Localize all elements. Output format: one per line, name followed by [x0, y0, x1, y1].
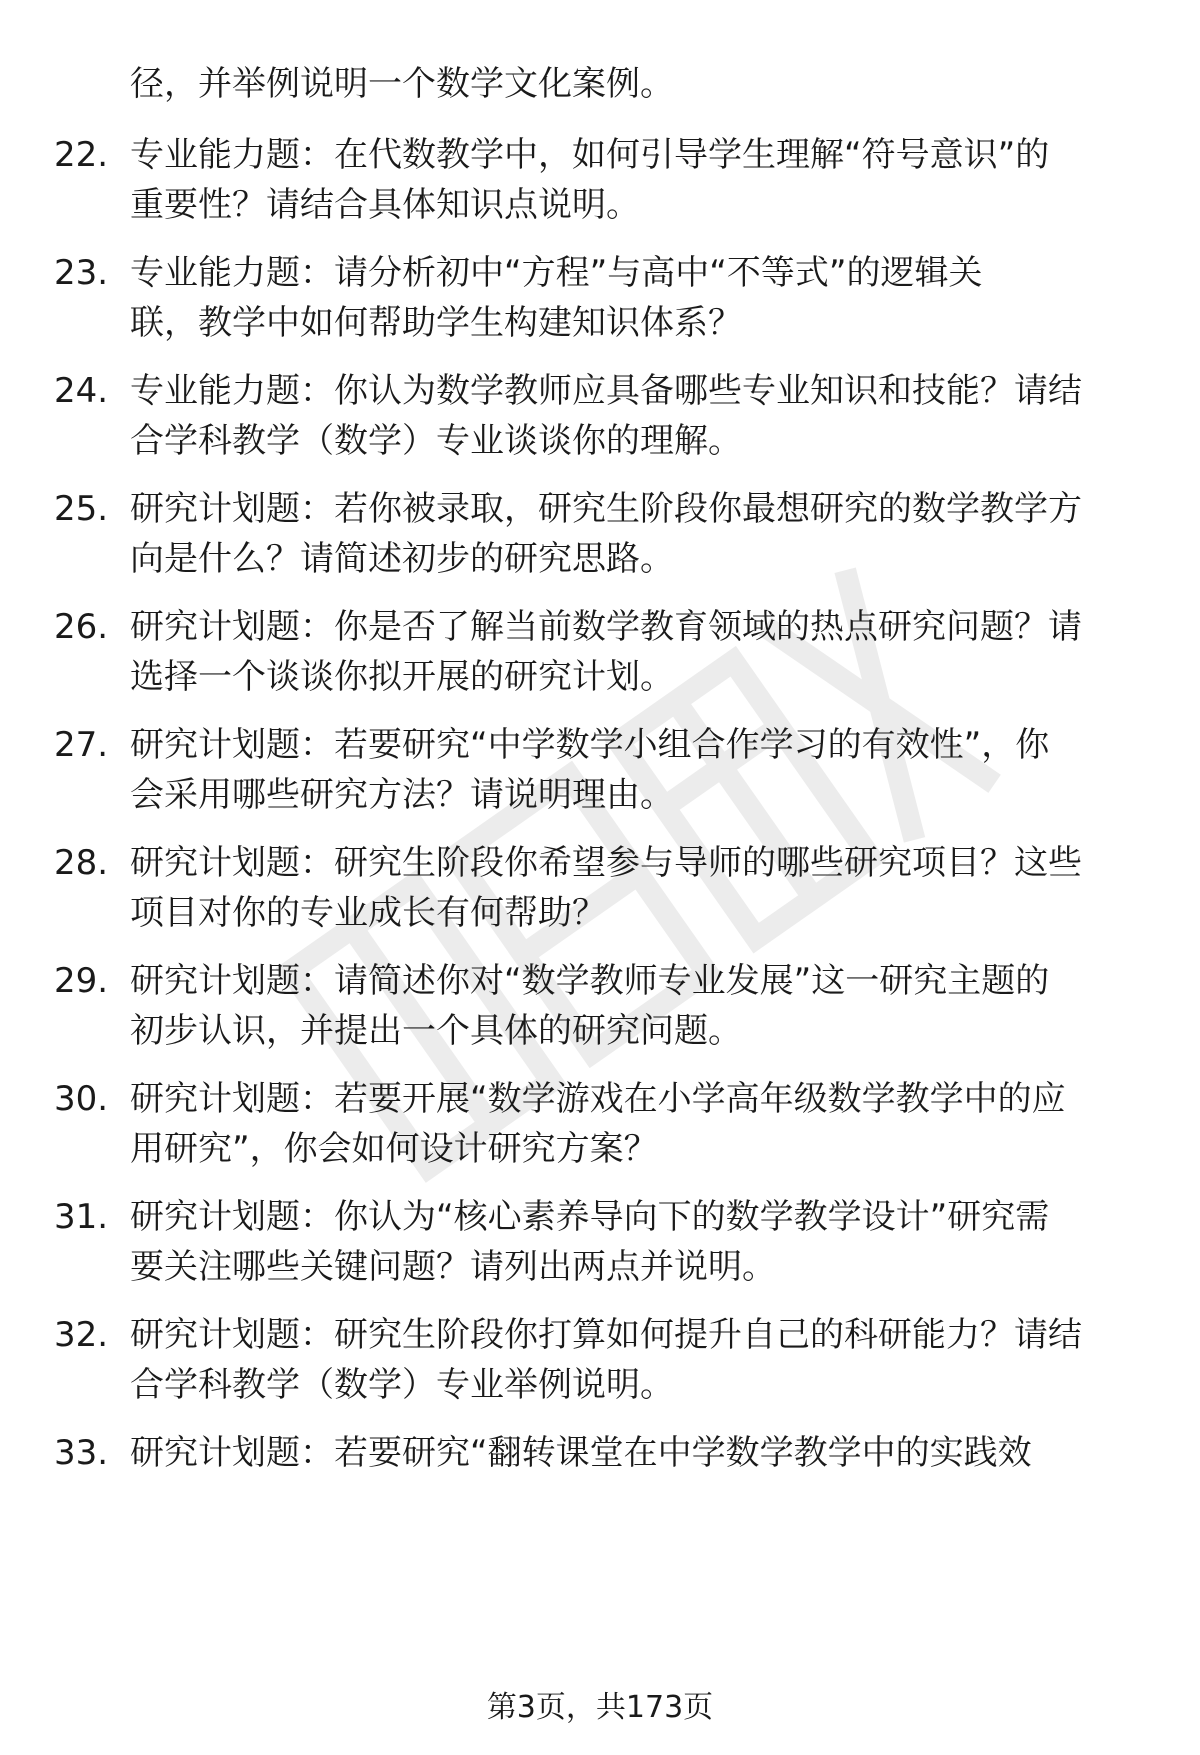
- question-number: 25.: [54, 489, 109, 529]
- question-text-line: 会采用哪些研究方法？请说明理由。: [130, 775, 674, 815]
- question-number: 33.: [54, 1433, 109, 1473]
- question-text-line: 合学科教学（数学）专业谈谈你的理解。: [130, 421, 742, 461]
- question-number: 31.: [54, 1197, 109, 1237]
- question-number: 29.: [54, 961, 109, 1001]
- question-text-line: 研究计划题：你是否了解当前数学教育领域的热点研究问题？请: [130, 607, 1082, 647]
- question-number: 27.: [54, 725, 109, 765]
- question-text-line: 向是什么？请简述初步的研究思路。: [130, 539, 674, 579]
- question-text-line: 研究计划题：若要研究“翻转课堂在中学数学教学中的实践效: [130, 1433, 1032, 1473]
- question-text-line: 专业能力题：请分析初中“方程”与高中“不等式”的逻辑关: [130, 253, 983, 293]
- question-text-line: 研究计划题：若要开展“数学游戏在小学高年级数学教学中的应: [130, 1079, 1066, 1119]
- question-text-line: 项目对你的专业成长有何帮助？: [130, 893, 606, 933]
- question-number: 23.: [54, 253, 109, 293]
- question-text-line: 研究计划题：你认为“核心素养导向下的数学教学设计”研究需: [130, 1197, 1050, 1237]
- question-text-line: 重要性？请结合具体知识点说明。: [130, 185, 640, 225]
- question-text-line: 研究计划题：若要研究“中学数学小组合作学习的有效性”，你: [130, 725, 1050, 765]
- question-text-line: 专业能力题：你认为数学教师应具备哪些专业知识和技能？请结: [130, 371, 1082, 411]
- question-text-line: 研究计划题：请简述你对“数学教师专业发展”这一研究主题的: [130, 961, 1050, 1001]
- lead-line: 径，并举例说明一个数学文化案例。: [130, 64, 674, 104]
- question-text-line: 研究计划题：研究生阶段你希望参与导师的哪些研究项目？这些: [130, 843, 1082, 883]
- question-text-line: 联，教学中如何帮助学生构建知识体系？: [130, 303, 742, 343]
- question-text-line: 研究计划题：若你被录取，研究生阶段你最想研究的数学教学方: [130, 489, 1082, 529]
- question-text-line: 初步认识，并提出一个具体的研究问题。: [130, 1011, 742, 1051]
- question-number: 22.: [54, 135, 109, 175]
- question-number: 30.: [54, 1079, 109, 1119]
- question-text-line: 研究计划题：研究生阶段你打算如何提升自己的科研能力？请结: [130, 1315, 1082, 1355]
- question-text-line: 合学科教学（数学）专业举例说明。: [130, 1365, 674, 1405]
- page-footer: 第3页，共173页: [486, 1690, 714, 1725]
- question-text-line: 专业能力题：在代数教学中，如何引导学生理解“符号意识”的: [130, 135, 1050, 175]
- question-text-line: 用研究”，你会如何设计研究方案？: [130, 1129, 658, 1169]
- question-number: 24.: [54, 371, 109, 411]
- question-number: 26.: [54, 607, 109, 647]
- question-text-line: 选择一个谈谈你拟开展的研究计划。: [130, 657, 674, 697]
- question-number: 32.: [54, 1315, 109, 1355]
- question-number: 28.: [54, 843, 109, 883]
- question-text-line: 要关注哪些关键问题？请列出两点并说明。: [130, 1247, 776, 1287]
